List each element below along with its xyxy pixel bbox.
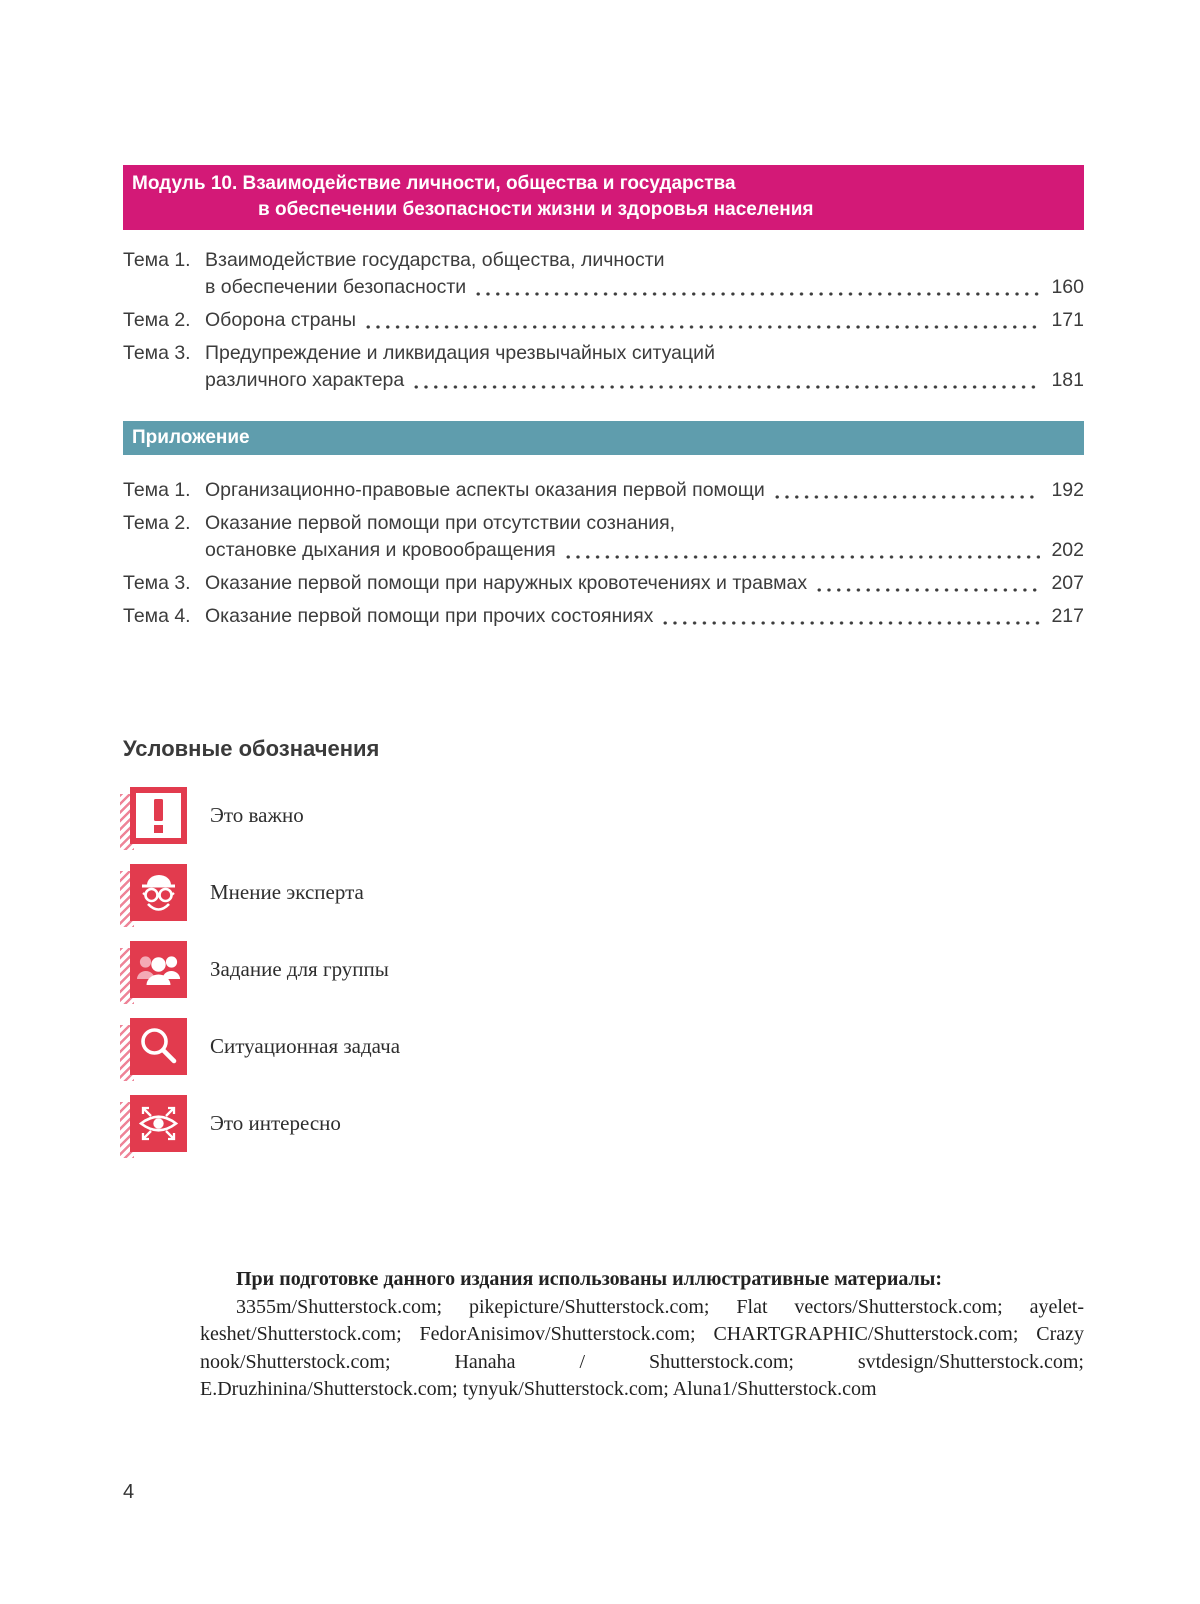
legend-item-important xyxy=(123,787,400,844)
toc-leader-dots xyxy=(566,554,1040,560)
toc-entry-text-cont: в обеспечении безопасности xyxy=(205,276,467,298)
magnifier-icon xyxy=(130,1018,187,1075)
module-header-bar xyxy=(123,165,1084,230)
toc-page-number: 192 xyxy=(1051,479,1084,501)
toc-leader-dots xyxy=(775,494,1040,500)
legend-label: Задание для группы xyxy=(210,957,389,981)
toc-entry-text: Оказание первой помощи при отсутствии сознания, xyxy=(205,512,676,534)
toc-entry-text: Организационно-правовые аспекты оказания первой помощи xyxy=(205,479,765,501)
toc-entry-prefix: Тема 2. xyxy=(123,512,191,534)
expert-icon xyxy=(130,864,187,921)
legend-section xyxy=(123,736,400,1172)
toc-entry-text: Оказание первой помощи при прочих состояниях xyxy=(205,605,654,627)
module-header-line1: Модуль 10. Взаимодействие личности, общества и государства xyxy=(132,173,736,194)
toc-entry-prefix: Тема 3. xyxy=(123,572,191,594)
legend-item-group xyxy=(123,941,400,998)
toc-page-number: 202 xyxy=(1051,539,1084,561)
toc-entry-prefix: Тема 4. xyxy=(123,605,191,627)
toc-entry-text: Оборона страны xyxy=(205,309,357,331)
toc-leader-dots xyxy=(414,384,1040,390)
legend-title: Условные обозначения xyxy=(123,736,380,761)
toc-entry-prefix: Тема 1. xyxy=(123,249,191,271)
toc-leader-dots xyxy=(817,587,1040,593)
toc-entry xyxy=(123,510,1084,564)
toc-entry-text: Оказание первой помощи при наружных кровотечениях и травмах xyxy=(205,572,808,594)
toc-entry xyxy=(123,603,1084,630)
legend-label: Ситуационная задача xyxy=(210,1034,401,1058)
exclamation-icon xyxy=(130,787,187,844)
toc-entry xyxy=(123,570,1084,597)
page-number: 4 xyxy=(123,1481,135,1503)
toc-entry xyxy=(123,477,1084,504)
module-header-line2: в обеспечении безопасности жизни и здоровья населения xyxy=(258,199,814,220)
toc-entry-prefix: Тема 3. xyxy=(123,342,191,364)
legend-item-interesting xyxy=(123,1095,400,1152)
toc-page-number: 217 xyxy=(1051,605,1084,627)
module-toc xyxy=(123,247,1084,400)
toc-page-number: 181 xyxy=(1051,369,1084,391)
toc-page-number: 171 xyxy=(1051,309,1084,331)
eye-icon xyxy=(130,1095,187,1152)
appendix-toc xyxy=(123,477,1084,636)
toc-leader-dots xyxy=(476,291,1040,297)
toc-entry-prefix: Тема 2. xyxy=(123,309,191,331)
legend-label: Это интересно xyxy=(210,1111,341,1135)
appendix-header-bar: Приложение xyxy=(123,421,1084,455)
group-icon xyxy=(130,941,187,998)
legend-item-situation xyxy=(123,1018,400,1075)
credits-title: При подготовке данного издания использованы иллюстративные материалы: xyxy=(236,1268,943,1290)
toc-entry xyxy=(123,247,1084,301)
toc-entry xyxy=(123,340,1084,394)
credits-body: 3355m/Shutterstock.com; pikepicture/Shutterstock.com; Flat vectors/Shutterstock.com; ayelet-keshet/Shutterstock.com; FedorAnisimov/Shutterstock.com; CHARTGRAPHIC/Shutterstock.com; Crazy nook/Shutterstock.com; Hanaha / Shutterstock.com; svtdesign/Shutterstock.com; E.Druzhinina/Shutterstock.com; tynyuk/Shutterstock.com; Aluna1/Shutterstock.com xyxy=(200,1295,1084,1400)
toc-entry-text: Взаимодействие государства, общества, личности xyxy=(205,249,665,271)
toc-leader-dots xyxy=(366,324,1040,330)
legend-item-expert xyxy=(123,864,400,921)
credits-section xyxy=(200,1266,1084,1404)
toc-page-number: 160 xyxy=(1051,276,1084,298)
toc-entry xyxy=(123,307,1084,334)
toc-entry-text-cont: различного характера xyxy=(205,369,405,391)
toc-entry-text: Предупреждение и ликвидация чрезвычайных ситуаций xyxy=(205,342,715,364)
toc-leader-dots xyxy=(663,620,1040,626)
legend-label: Это важно xyxy=(210,803,304,827)
legend-label: Мнение эксперта xyxy=(210,880,364,904)
toc-entry-prefix: Тема 1. xyxy=(123,479,191,501)
toc-page-number: 207 xyxy=(1051,572,1084,594)
toc-entry-text-cont: остановке дыхания и кровообращения xyxy=(205,539,556,561)
